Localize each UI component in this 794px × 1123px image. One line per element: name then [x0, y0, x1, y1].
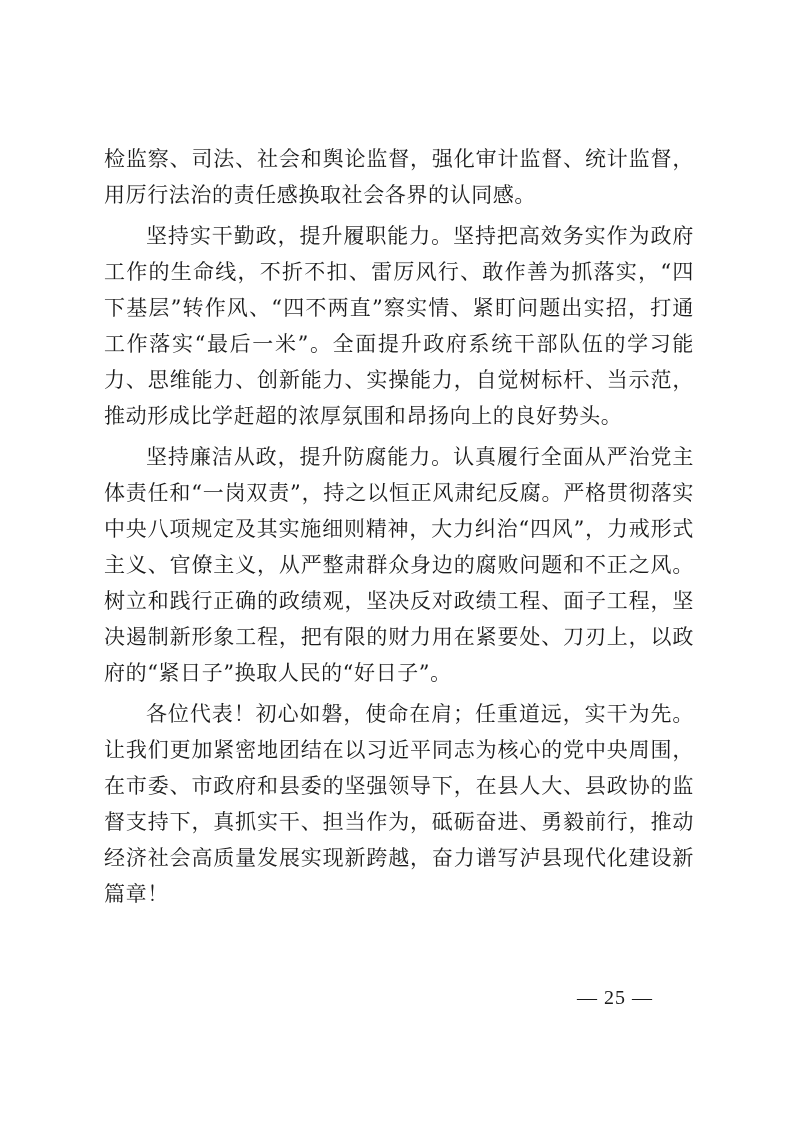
paragraph-clean-governance: 坚持廉洁从政，提升防腐能力。认真履行全面从严治党主体责任和“一岗双责”，持之以恒正风肃纪反腐。严格贯彻落实中央八项规定及其实施细则精神，大力纠治“四风”，力戒形式主义、官僚主义，从严整肃群众身边的腐败问题和不正之风。树立和践行正确的政绩观，坚决反对政绩工程、面子工程，坚决遏制新形象工程，把有限的财力用在紧要处、刀刃上，以政府的“紧日子”换取人民的“好日子”。 — [104, 445, 694, 685]
paragraph-diligent-governance: 坚持实干勤政，提升履职能力。坚持把高效务实作为政府工作的生命线，不折不扣、雷厉风行、敢作善为抓落实，“四下基层”转作风、“四不两直”察实情、紧盯问题出实招，打通工作落实“最后一米”。全面提升政府系统干部队伍的学习能力、思维能力、创新能力、实操能力，自觉树标杆、当示范，推动形成比学赶超的浓厚氛围和昂扬向上的良好势头。 — [104, 224, 694, 428]
page-number: — 25 — — [577, 987, 653, 1009]
document-body — [104, 141, 694, 912]
paragraph-closing-address: 各位代表！初心如磐，使命在肩；任重道远，实干为先。让我们更加紧密地团结在以习近平同志为核心的党中央周围，在市委、市政府和县委的坚强领导下，在县人大、县政协的监督支持下，真抓实干、担当作为，砥砺奋进、勇毅前行，推动经济社会高质量发展实现新跨越，奋力谱写泸县现代化建设新篇章！ — [104, 702, 694, 906]
paragraph-oversight-continuation: 检监察、司法、社会和舆论监督，强化审计监督、统计监督，用厉行法治的责任感换取社会各界的认同感。 — [104, 147, 694, 207]
